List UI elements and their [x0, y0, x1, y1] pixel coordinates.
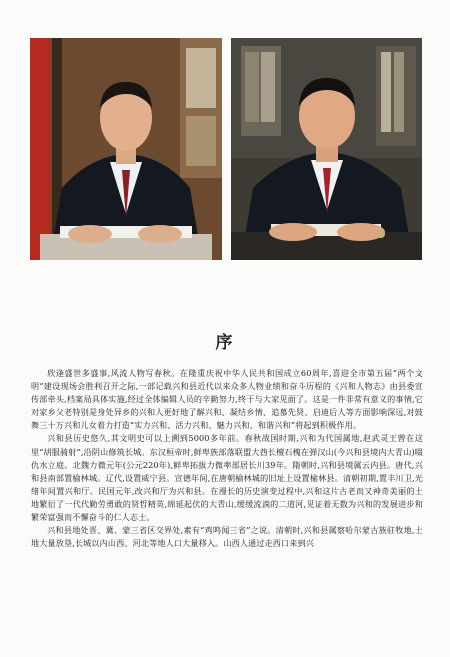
preface-body [31, 367, 423, 550]
portrait-photo-right [231, 38, 422, 260]
preface-paragraph: 欣逢盛世多盛事,风流人物写春秋。在隆重庆祝中华人民共和国成立60周年,喜迎全市第五届“两个文明”建设现场会胜利召开之际,一部记载兴和县近代以来众多人物业绩和奋斗历程的《兴和人物志》由县委宣传部牵头,档案局具体实施,经过全体编辑人员的辛勤努力,终于与大家见面了。这是一件非常有意义的事情,它对家乡父老特别是身处异乡的兴和人更好地了解兴和、凝结乡情、追慕先贤、启迪后人等方面影响深远,对鼓舞三十万兴和儿女着力打造“实力兴和、活力兴和、魅力兴和、和谐兴和”将起到积极作用。 [31, 368, 423, 431]
portrait-photo-left [30, 38, 222, 260]
preface-paragraph: 兴和县历史悠久,其文明史可以上溯到5000多年前。春秋战国时期,兴和为代国属地,赵武灵王曾在这里“胡服骑射”,沿阴山修筑长城。东汉桓帝时,鲜卑族部落联盟大酋长檀石槐在弹汉山(今兴和县境内大青山)啜仇水立庭。北魏力微元年(公元220年),鲜卑拓拔力微率部居长川39年。隋朝时,兴和县境属云内县。唐代,兴和县南部置榆林城。辽代,设置威宁县。宣德年间,在唐朝榆林城的旧址上设置榆林县。清朝初期,置丰川卫,光绪年间置兴和厅。民国元年,改兴和厅为兴和县。在漫长的历史演变过程中,兴和这片古老而又神奇美丽的土地繁衍了一代代勤劳勇敢的贤哲精英,绵延起伏的大青山,缓缓流淌的二道河,见证着无数为兴和的发展进步和繁荣富强而不懈奋斗的仁人志士。 [31, 433, 423, 523]
preface-title: 序 [215, 333, 235, 353]
preface-paragraph: 兴和县地处晋、冀、蒙三省区交界处,素有“鸡鸣闻三省”之说。清朝时,兴和县属察哈尔蒙古族驻牧地,土地大量放垦,长城以内山西、河北等地人口大量移入。山西人通过走西口来到兴 [31, 525, 423, 549]
